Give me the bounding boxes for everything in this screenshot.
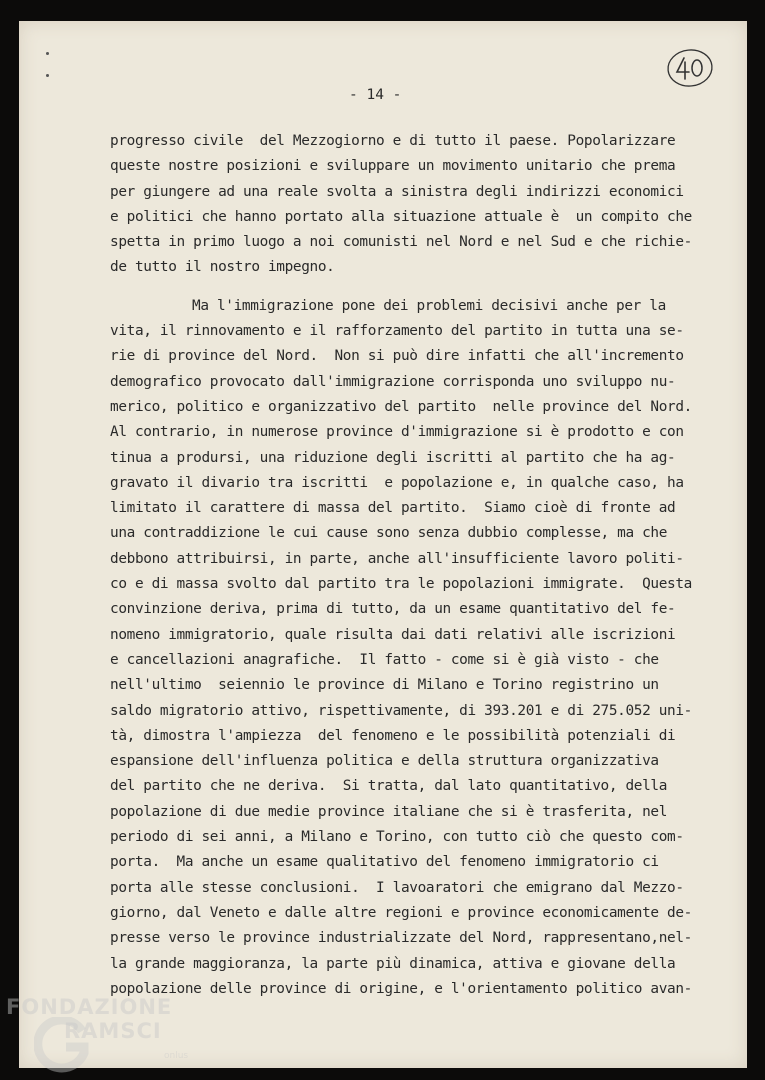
text-line: queste nostre posizioni e sviluppare un movimento unitario che prema [110, 158, 676, 175]
text-line: tinua a prodursi, una riduzione degli iscritti al partito che ha ag- [110, 449, 676, 466]
text-line: limitato il carattere di massa del partito. Siamo cioè di fronte ad [110, 500, 676, 517]
text-line: tà, dimostra l'ampiezza del fenomeno e le possibilità potenziali di [110, 727, 676, 744]
text-line: Al contrario, in numerose province d'immigrazione si è prodotto e con [110, 424, 684, 441]
text-line: espansione dell'influenza politica e della struttura organizzativa [110, 753, 659, 770]
text-line: convinzione deriva, prima di tutto, da un esame quantitativo del fe- [110, 601, 676, 618]
handwritten-circle-icon [667, 48, 713, 88]
text-line: nomeno immigratorio, quale risulta dai dati relativi alle iscrizioni [110, 626, 676, 643]
watermark-line2: RAMSCI [64, 1019, 162, 1043]
text-line: la grande maggioranza, la parte più dinamica, attiva e giovane della [110, 955, 676, 972]
text-line: saldo migratorio attivo, rispettivamente, di 393.201 e di 275.052 uni- [110, 702, 692, 719]
text-line: e cancellazioni anagrafiche. Il fatto - come si è già visto - che [110, 651, 659, 668]
text-line: popolazione di due medie province italiane che si è trasferita, nel [110, 803, 668, 820]
page-number: - 14 - [349, 87, 402, 103]
document-page [19, 21, 747, 1068]
text-line: progresso civile del Mezzogiorno e di tutto il paese. Popolarizzare [110, 133, 676, 149]
text-line: de tutto il nostro impegno. [110, 259, 335, 276]
text-line: spetta in primo luogo a noi comunisti nel Nord e nel Sud e che richie- [110, 234, 692, 251]
text-line: Ma l'immigrazione pone dei problemi decisivi anche per la [192, 297, 666, 314]
text-line: vita, il rinnovamento e il rafforzamento del partito in tutta una se- [110, 323, 684, 340]
text-line: periodo di sei anni, a Milano e Torino, con tutto ciò che questo com- [110, 829, 684, 846]
text-line: gravato il divario tra iscritti e popolazione e, in qualche caso, ha [110, 474, 684, 491]
text-line: co e di massa svolto dal partito tra le popolazioni immigrate. Questa [110, 576, 692, 593]
body-text [110, 129, 720, 1002]
fondazione-gramsci-watermark [6, 995, 189, 1077]
text-line: rie di province del Nord. Non si può dire infatti che all'incremento [110, 348, 684, 365]
ink-dot [46, 52, 49, 55]
text-line: demografico provocato dall'immigrazione corrisponda uno sviluppo nu- [110, 373, 676, 390]
text-line: giorno, dal Veneto e dalle altre regioni e province economicamente de- [110, 904, 692, 921]
watermark-line1: FONDAZIONE [6, 995, 173, 1019]
text-line: presse verso le province industrializzate del Nord, rappresentano,nel- [110, 930, 692, 947]
text-line: del partito che ne deriva. Si tratta, dal lato quantitativo, della [110, 778, 668, 795]
text-line: merico, politico e organizzativo del partito nelle province del Nord. [110, 398, 692, 415]
text-line: nell'ultimo seiennio le province di Milano e Torino registrino un [110, 677, 659, 694]
ink-dot [46, 74, 49, 77]
text-line: e politici che hanno portato alla situazione attuale è un compito che [110, 208, 692, 225]
text-line: per giungere ad una reale svolta a sinistra degli indirizzi economici [110, 183, 684, 200]
text-line: una contraddizione le cui cause sono senza dubbio complesse, ma che [110, 525, 668, 542]
text-line: porta alle stesse conclusioni. I lavoaratori che emigrano dal Mezzo- [110, 879, 684, 896]
text-line: porta. Ma anche un esame qualitativo del fenomeno immigratorio ci [110, 854, 659, 871]
handwritten-page-number [667, 48, 713, 88]
text-line: popolazione delle province di origine, e l'orientamento politico avan- [110, 980, 692, 997]
text-line: debbono attribuirsi, in parte, anche all'insufficiente lavoro politi- [110, 550, 684, 567]
watermark-suffix: onlus [164, 1051, 189, 1061]
